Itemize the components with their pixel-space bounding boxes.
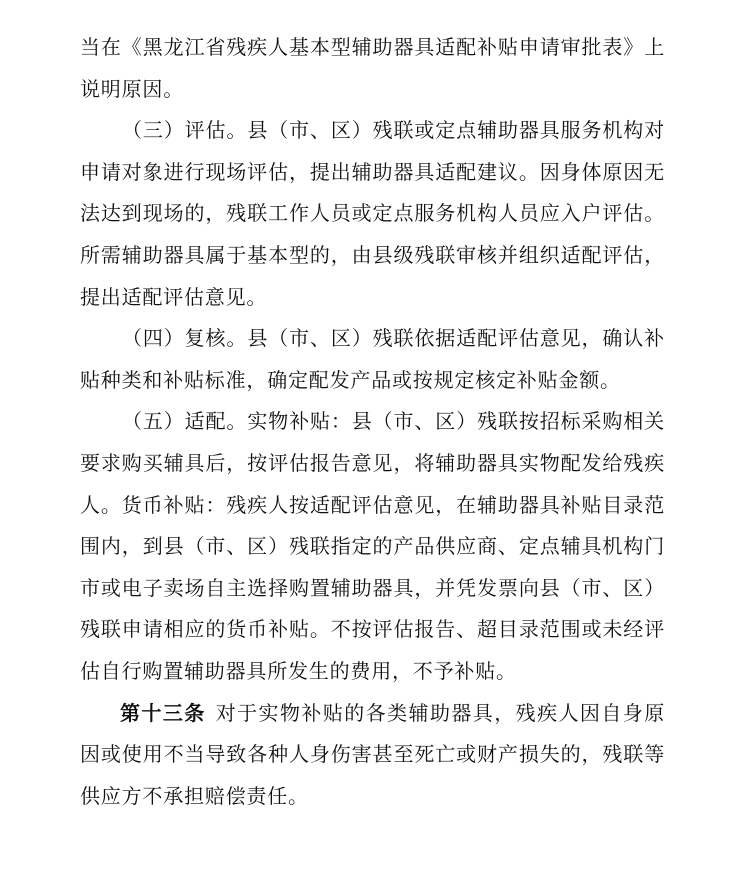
text-line: 提出适配评估意见。 (80, 284, 268, 309)
text-line: 人。货币补贴：残疾人按适配评估意见，在辅助器具补贴目录范 (80, 492, 665, 517)
article-text: 对于实物补贴的各类辅助器具，残疾人因自身原 (215, 700, 665, 725)
text-line: 申请对象进行现场评估，提出辅助器具适配建议。因身体原因无 (80, 159, 665, 184)
text-line: 残联申请相应的货币补贴。不按评估报告、超目录范围或未经评 (80, 617, 665, 642)
text-line: （三）评估。县（市、区）残联或定点辅助器具服务机构对 (122, 118, 665, 143)
paragraph-article-13 (80, 693, 665, 818)
text-line: 说明原因。 (80, 76, 184, 101)
text-line: 要求购买辅具后，按评估报告意见，将辅助器具实物配发给残疾 (80, 450, 665, 475)
text-line: 围内，到县（市、区）残联指定的产品供应商、定点辅具机构门 (80, 534, 665, 559)
text-line: 估自行购置辅助器具所发生的费用，不予补贴。 (80, 658, 517, 683)
document-page (80, 27, 665, 817)
text-line: 当在《黑龙江省残疾人基本型辅助器具适配补贴申请审批表》上 (80, 35, 665, 59)
text-line: （四）复核。县（市、区）残联依据适配评估意见，确认补 (122, 326, 665, 351)
text-line: 所需辅助器具属于基本型的，由县级残联审核并组织适配评估， (80, 242, 665, 267)
paragraph-review (80, 318, 665, 401)
text-line: 市或电子卖场自主选择购置辅助器具，并凭发票向县（市、区） (80, 575, 665, 600)
text-line: 因或使用不当导致各种人身伤害甚至死亡或财产损失的，残联等 (80, 742, 665, 767)
paragraph-fitting (80, 401, 665, 692)
paragraph-continuation (80, 27, 665, 110)
text-line: （五）适配。实物补贴：县（市、区）残联按招标采购相关 (122, 409, 665, 434)
paragraph-evaluation (80, 110, 665, 318)
text-line: 供应方不承担赔偿责任。 (80, 783, 309, 808)
text-line: 贴种类和补贴标准，确定配发产品或按规定核定补贴金额。 (80, 367, 621, 392)
text-line: 法达到现场的，残联工作人员或定点服务机构人员应入户评估。 (80, 201, 665, 226)
text-line (80, 693, 665, 735)
article-heading: 第十三条 (120, 700, 206, 725)
